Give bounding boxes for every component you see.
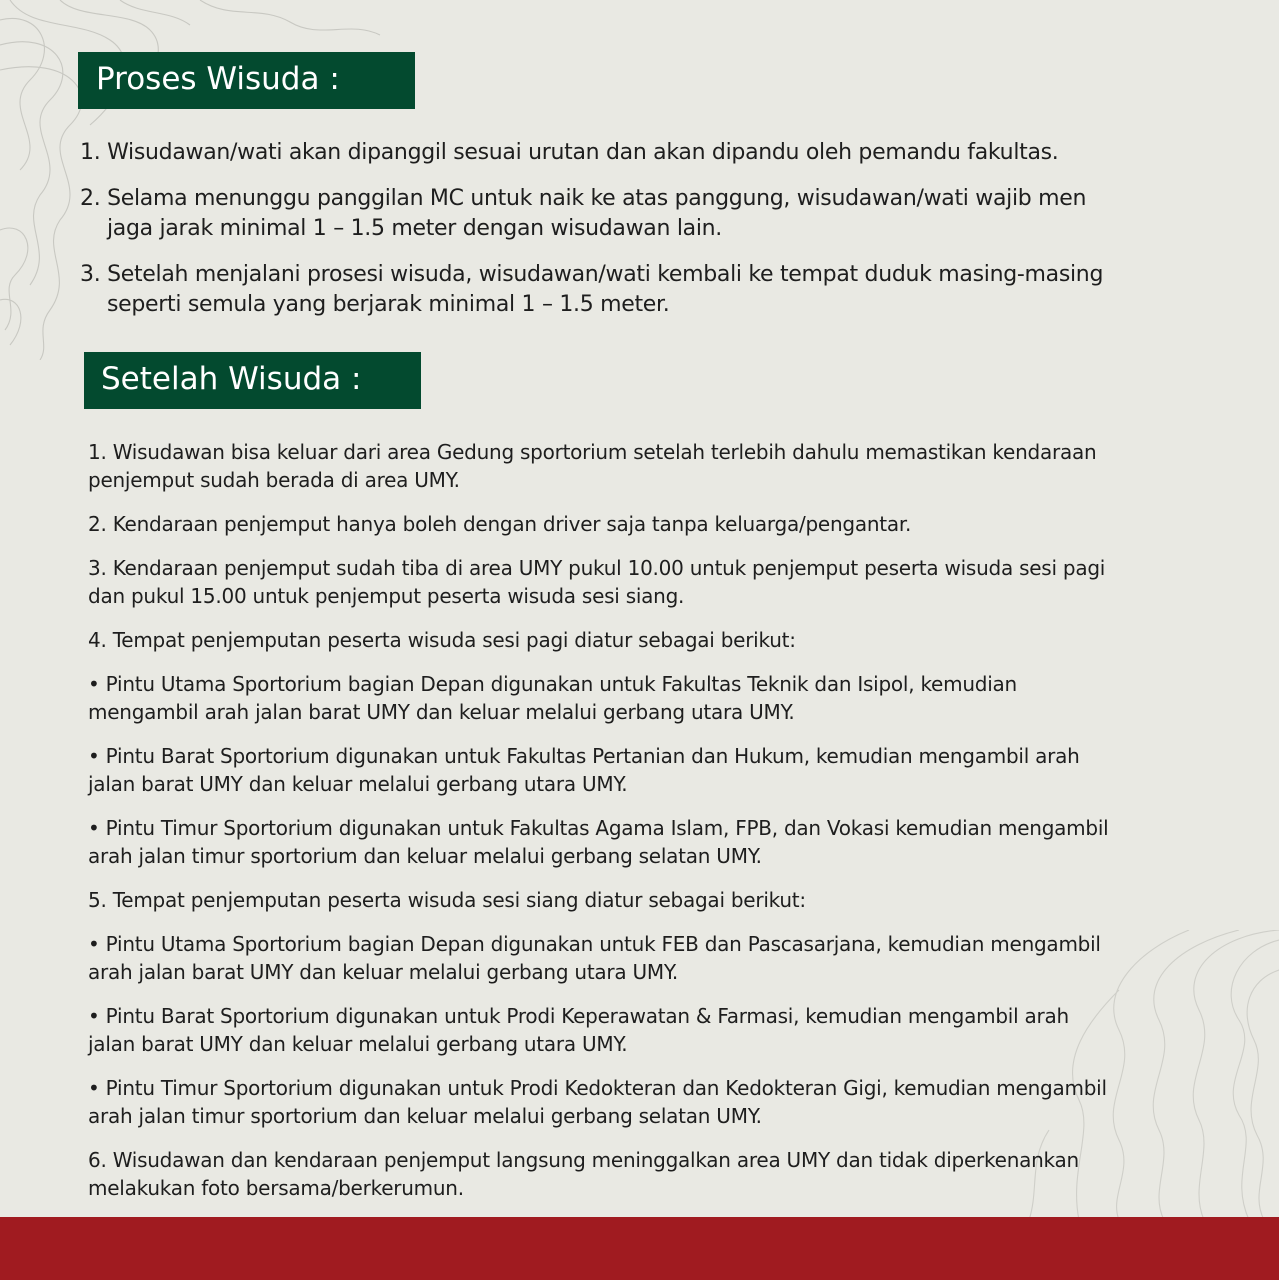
setelah-bullet-item: • Pintu Timur Sportorium digunakan untuk Prodi Kedokteran dan Kedokteran Gigi, kemudian mengambil arah jalan timur sportorium dan keluar melalui gerbang selatan UMY. [88, 1076, 1107, 1128]
setelah-bullet-item: • Pintu Utama Sportorium bagian Depan digunakan untuk FEB dan Pascasarjana, kemudian mengambil arah jalan barat UMY dan keluar melalui gerbang utara UMY. [88, 932, 1101, 984]
setelah-bullet-item: • Pintu Utama Sportorium bagian Depan digunakan untuk Fakultas Teknik dan Isipol, kemudian mengambil arah jalan barat UMY dan keluar melalui gerbang utara UMY. [88, 672, 1017, 724]
setelah-item: 5. Tempat penjemputan peserta wisuda sesi siang diatur sebagai berikut: [88, 888, 806, 912]
setelah-item: 2. Kendaraan penjemput hanya boleh dengan driver saja tanpa keluarga/pengantar. [88, 512, 912, 536]
setelah-item: 4. Tempat penjemputan peserta wisuda sesi pagi diatur sebagai berikut: [88, 628, 796, 652]
setelah-wisuda-list [88, 438, 1218, 1218]
setelah-bullet-item: • Pintu Timur Sportorium digunakan untuk Fakultas Agama Islam, FPB, dan Vokasi kemudian mengambil arah jalan timur sportorium dan keluar melalui gerbang selatan UMY. [88, 816, 1109, 868]
setelah-item: 6. Wisudawan dan kendaraan penjemput langsung meninggalkan area UMY dan tidak diperkenankan melakukan foto bersama/berkerumun. [88, 1148, 1079, 1200]
setelah-bullet-item: • Pintu Barat Sportorium digunakan untuk Fakultas Pertanian dan Hukum, kemudian mengambil arah jalan barat UMY dan keluar melalui gerbang utara UMY. [88, 744, 1080, 796]
proses-item: 3. Setelah menjalani prosesi wisuda, wisudawan/wati kembali ke tempat duduk masing-masing seperti semula yang berjarak minimal 1 – 1.5 meter. [80, 262, 1104, 317]
setelah-wisuda-heading: Setelah Wisuda : [84, 352, 421, 409]
setelah-item: 3. Kendaraan penjemput sudah tiba di area UMY pukul 10.00 untuk penjemput peserta wisuda sesi pagi dan pukul 15.00 untuk penjemput peserta wisuda sesi siang. [88, 556, 1106, 608]
proses-wisuda-list [80, 138, 1220, 336]
footer-bar [0, 1217, 1279, 1280]
setelah-item: 1. Wisudawan bisa keluar dari area Gedung sportorium setelah terlebih dahulu memastikan kendaraan penjemput sudah berada di area UMY. [88, 440, 1097, 492]
proses-item: 1. Wisudawan/wati akan dipanggil sesuai urutan dan akan dipandu oleh pemandu fakultas. [80, 140, 1059, 165]
proses-item: 2. Selama menunggu panggilan MC untuk naik ke atas panggung, wisudawan/wati wajib men jaga jarak minimal 1 – 1.5 meter dengan wisudawan lain. [80, 186, 1087, 241]
proses-wisuda-heading: Proses Wisuda : [78, 52, 415, 109]
setelah-bullet-item: • Pintu Barat Sportorium digunakan untuk Prodi Keperawatan & Farmasi, kemudian mengambil arah jalan barat UMY dan keluar melalui gerbang utara UMY. [88, 1004, 1069, 1056]
